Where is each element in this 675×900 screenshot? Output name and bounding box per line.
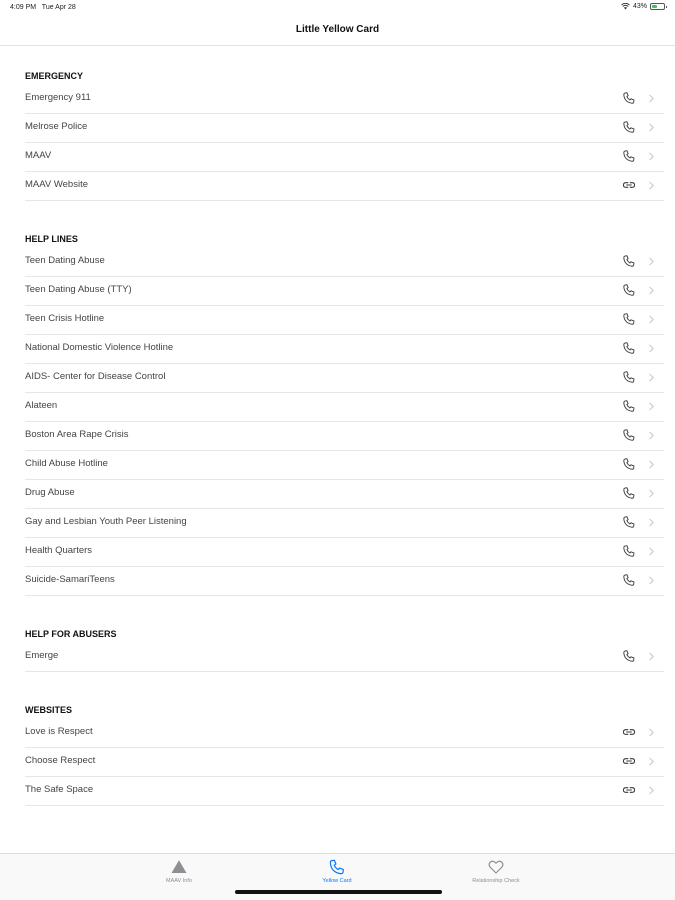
link-icon (622, 754, 636, 768)
list-item-label: Child Abuse Hotline (25, 458, 108, 469)
chevron-right-icon (649, 460, 654, 469)
status-time (10, 4, 76, 11)
chevron-right-icon (649, 123, 654, 132)
section-spacer (0, 46, 675, 67)
status-date: Tue Apr 28 (41, 4, 76, 11)
list-item-label: MAAV Website (25, 179, 89, 190)
section-spacer (0, 672, 675, 701)
chevron-right-icon (649, 489, 654, 498)
phone-icon (622, 573, 636, 587)
link-icon (622, 178, 636, 192)
list-item[interactable] (25, 777, 664, 806)
list-item-label: MAAV (25, 150, 52, 161)
chevron-right-icon (649, 402, 654, 411)
battery-fill (652, 5, 657, 8)
phone-icon (622, 515, 636, 529)
section-header: HELP LINES (25, 234, 78, 244)
section-spacer (0, 596, 675, 625)
list-item[interactable] (25, 643, 664, 672)
status-indicators (621, 3, 665, 10)
list-item-label: Boston Area Rape Crisis (25, 429, 129, 440)
battery-nub (666, 6, 668, 8)
list-item-label: Emergency 911 (25, 92, 91, 103)
section-header: EMERGENCY (25, 71, 84, 81)
chevron-right-icon (649, 786, 654, 795)
list-item-label: Alateen (25, 400, 58, 411)
section-header: WEBSITES (25, 705, 73, 715)
list-item-label: Teen Crisis Hotline (25, 313, 105, 324)
list-item[interactable] (25, 143, 664, 172)
list-item[interactable] (25, 509, 664, 538)
list-item-label: Suicide-SamariTeens (25, 574, 115, 585)
chevron-right-icon (649, 181, 654, 190)
phone-icon (622, 649, 636, 663)
chevron-right-icon (649, 547, 654, 556)
wifi-icon (621, 3, 630, 10)
chevron-right-icon (649, 152, 654, 161)
list-item-label: Melrose Police (25, 121, 88, 132)
chevron-right-icon (649, 728, 654, 737)
phone-icon (328, 858, 346, 876)
tab-maav-info[interactable] (119, 858, 239, 884)
list-item[interactable] (25, 480, 664, 509)
list-item[interactable] (25, 172, 664, 201)
phone-icon (622, 120, 636, 134)
navigation-bar (0, 18, 675, 46)
list-item[interactable] (25, 748, 664, 777)
list-item-label: National Domestic Violence Hotline (25, 342, 174, 353)
link-icon (622, 783, 636, 797)
phone-icon (622, 254, 636, 268)
list-item-label: AIDS- Center for Disease Control (25, 371, 166, 382)
section-spacer (0, 201, 675, 230)
list-item[interactable] (25, 451, 664, 480)
list-item[interactable] (25, 248, 664, 277)
chevron-right-icon (649, 257, 654, 266)
list-item-label: Gay and Lesbian Youth Peer Listening (25, 516, 187, 527)
list-item[interactable] (25, 422, 664, 451)
phone-icon (622, 312, 636, 326)
phone-icon (622, 544, 636, 558)
list-item[interactable] (25, 538, 664, 567)
list-item[interactable] (25, 719, 664, 748)
phone-icon (622, 457, 636, 471)
page-title: Little Yellow Card (295, 24, 380, 35)
status-clock: 4:09 PM (10, 4, 37, 11)
tab-yellow-card[interactable] (277, 858, 397, 884)
tab-label: Yellow Card (322, 878, 352, 884)
list-item[interactable] (25, 364, 664, 393)
list-item[interactable] (25, 393, 664, 422)
list-item-label: The Safe Space (25, 784, 94, 795)
list-item-label: Drug Abuse (25, 487, 75, 498)
chevron-right-icon (649, 518, 654, 527)
list-item[interactable] (25, 306, 664, 335)
list-item-label: Teen Dating Abuse (TTY) (25, 284, 132, 295)
phone-icon (622, 428, 636, 442)
chevron-right-icon (649, 344, 654, 353)
list-item[interactable] (25, 85, 664, 114)
triangle-icon (170, 858, 188, 876)
list-item-label: Love is Respect (25, 726, 93, 737)
chevron-right-icon (649, 286, 654, 295)
home-indicator (235, 890, 442, 894)
chevron-right-icon (649, 652, 654, 661)
list-item-label: Health Quarters (25, 545, 93, 556)
tab-relationship-check[interactable] (436, 858, 556, 884)
chevron-right-icon (649, 431, 654, 440)
list-item[interactable] (25, 567, 664, 596)
chevron-right-icon (649, 315, 654, 324)
contact-list[interactable] (0, 46, 675, 806)
phone-icon (622, 283, 636, 297)
phone-icon (622, 149, 636, 163)
chevron-right-icon (649, 576, 654, 585)
section-header: HELP FOR ABUSERS (25, 629, 117, 639)
status-bar (0, 0, 675, 18)
list-item[interactable] (25, 114, 664, 143)
list-item[interactable] (25, 335, 664, 364)
tab-label: Relationship Check (472, 878, 520, 884)
phone-icon (622, 341, 636, 355)
tab-label: MAAV Info (166, 878, 192, 884)
list-item[interactable] (25, 277, 664, 306)
chevron-right-icon (649, 373, 654, 382)
battery-icon (650, 3, 665, 10)
list-item-label: Emerge (25, 650, 59, 661)
battery-percent: 43% (632, 3, 647, 10)
list-item-label: Choose Respect (25, 755, 96, 766)
list-item-label: Teen Dating Abuse (25, 255, 105, 266)
phone-icon (622, 399, 636, 413)
phone-icon (622, 91, 636, 105)
chevron-right-icon (649, 757, 654, 766)
phone-icon (622, 486, 636, 500)
heart-icon (487, 858, 505, 876)
phone-icon (622, 370, 636, 384)
link-icon (622, 725, 636, 739)
chevron-right-icon (649, 94, 654, 103)
